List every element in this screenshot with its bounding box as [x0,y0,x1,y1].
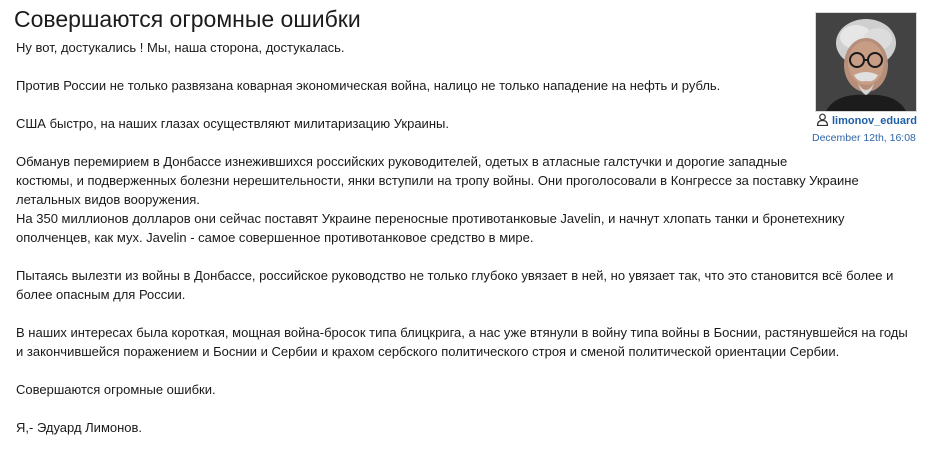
signature [16,418,806,437]
text-line: Пытаясь вылезти из войны в Донбассе, российское руководство не только глубоко увязает в ней, но увязает так, что это становится всё более и [16,268,894,283]
text-line: и закончившейся поражением и Боснии и Сербии и крахом сербского политического строя и сменой политической ориентации Сербии. [16,344,840,359]
paragraph [16,323,908,361]
text-line: США быстро, на наших глазах осуществляют милитаризацию Украины. [16,116,449,131]
userpic-portrait [816,13,916,111]
text-line: более опасным для России. [16,287,186,302]
text-line: Обманув перемирием в Донбассе изнежившихся российских руководителей, одетых в атласные галстучки и дорогие западные [16,154,788,169]
text-line: летальных видов вооружения. [16,192,200,207]
paragraph [16,76,806,95]
post-title: Совершаются огромные ошибки [14,6,361,32]
paragraph [16,114,806,133]
text-line: ополченцев, как мух. Javelin - самое совершенное противотанковое средство в мире. [16,230,534,245]
paragraph [16,38,806,57]
text-line: Против России не только развязана коварная экономическая война, налицо не только нападение на нефть и рубль. [16,78,721,93]
paragraph [16,266,894,304]
paragraph [16,152,859,247]
author-username-link[interactable]: limonov_eduard [832,115,917,127]
user-icon[interactable] [816,113,829,129]
post-date[interactable]: December 12th, 16:08 [812,132,916,144]
text-line: костюмы, и подверженных болезни нерешительности, янки вступили на тропу войны. Они проголосовали в Конгрессе за поставку Украине [16,173,859,188]
paragraph [16,380,806,399]
text-line: Я,- Эдуард Лимонов. [16,420,143,435]
text-line: На 350 миллионов долларов они сейчас поставят Украине переносные противотанковые Javelin, и начнут хлопать танки и бронетехнику [16,211,845,226]
text-line: Ну вот, достукались ! Мы, наша сторона, достукалась. [16,40,345,55]
author-line [816,113,917,129]
author-userpic[interactable] [815,12,917,112]
text-line: В наших интересах была короткая, мощная война-бросок типа блицкрига, а нас уже втянули в войну типа войны в Боснии, растянувшейся на годы [16,325,908,340]
text-line: Совершаются огромные ошибки. [16,382,216,397]
